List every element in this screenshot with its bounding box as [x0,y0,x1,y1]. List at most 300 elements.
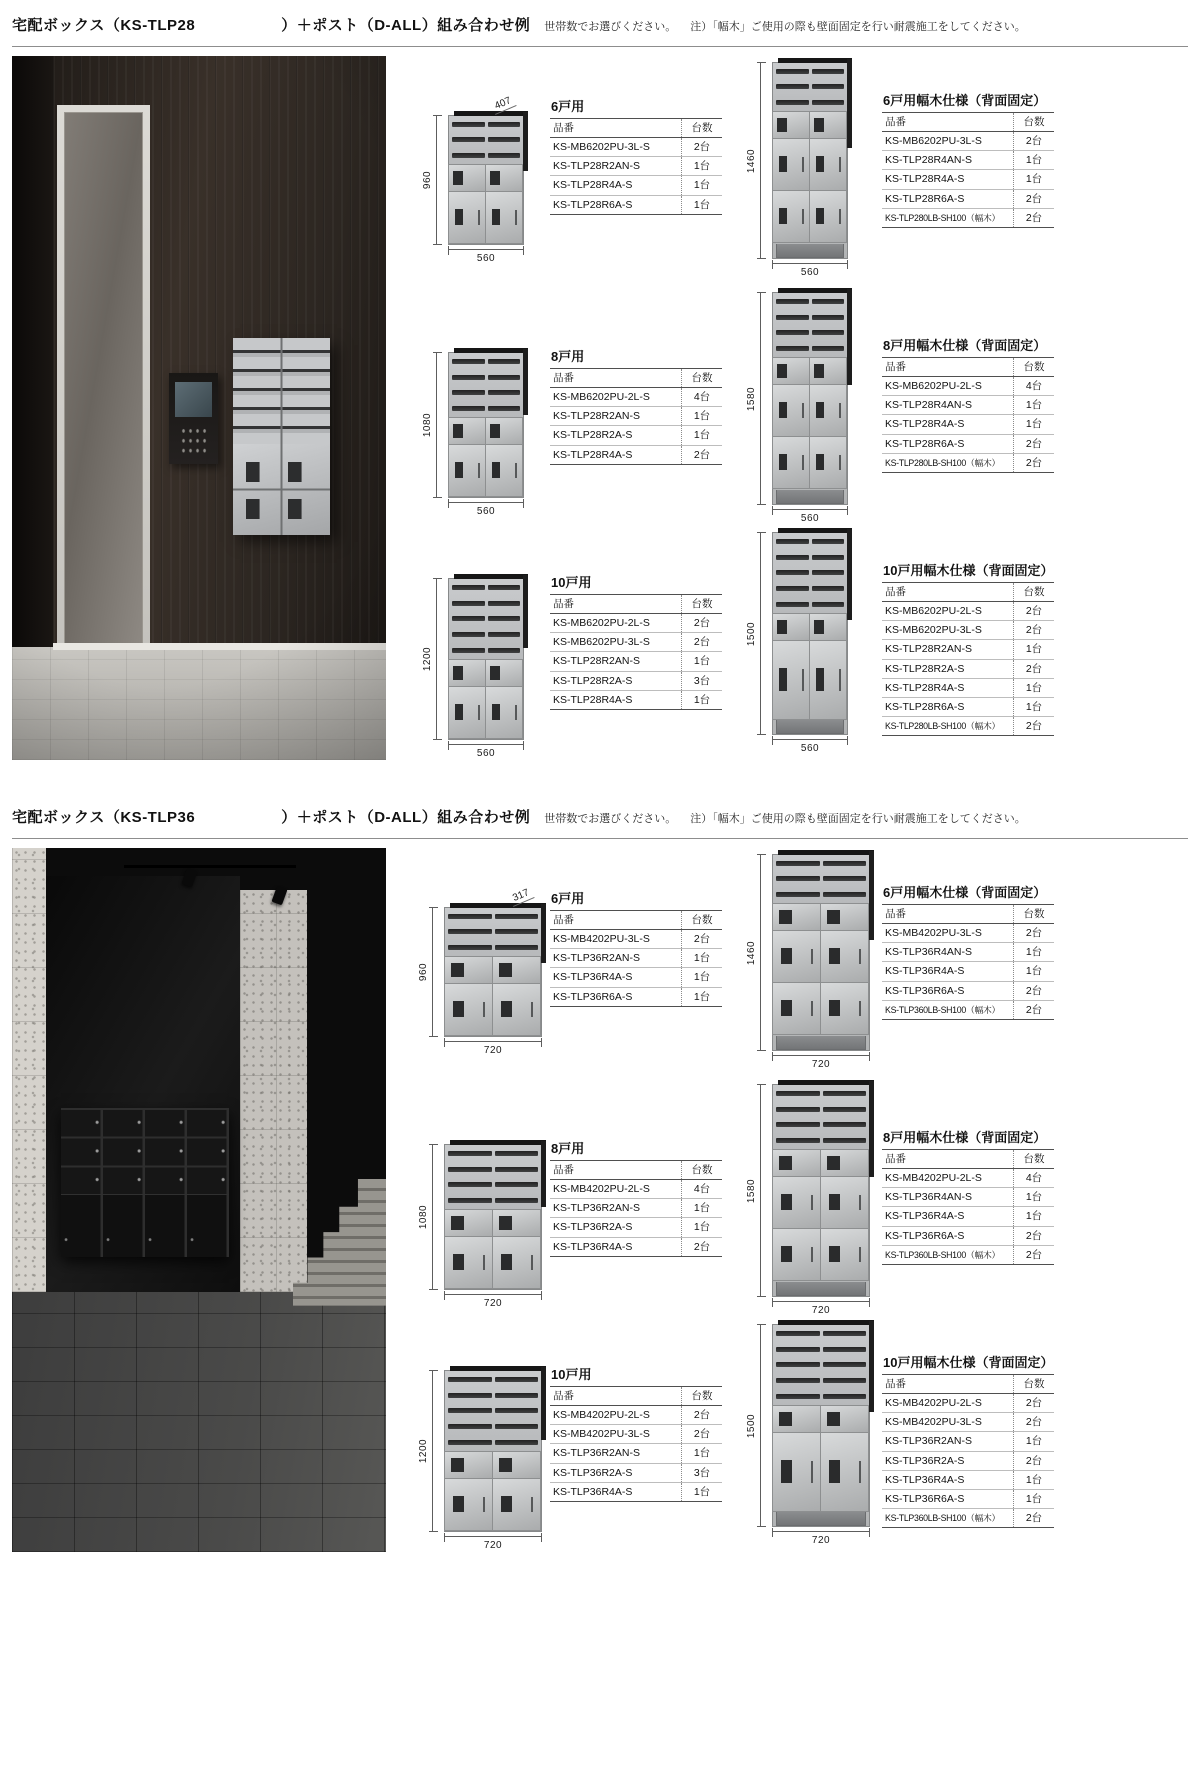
box-door [809,357,847,385]
part-number: KS-TLP360LB-SH100（幅木） [882,1508,1014,1527]
post-slot-icon [452,648,485,653]
door-handle-icon [859,1001,861,1015]
box-door [772,1176,821,1229]
door-handle-icon [802,157,804,171]
box-door [772,111,810,139]
table-body [550,388,722,465]
door-window [499,963,512,977]
part-number: KS-TLP36R2A-S [550,1218,682,1237]
door-window [501,1001,512,1016]
post-slot-row [448,1440,538,1445]
post-slot-icon [452,585,485,590]
config-block [744,60,1054,283]
box-door [772,138,810,191]
post-slot-icon [495,1440,539,1445]
post-slot-icon [495,1393,539,1398]
quantity: 1台 [1014,943,1055,962]
table-head [882,1150,1054,1169]
door-window [781,1460,792,1483]
door-window [453,666,463,680]
column-header-qty: 台数 [1014,905,1055,924]
part-number: KS-TLP28R4A-S [550,445,682,464]
door-window [827,910,840,924]
part-number: KS-MB6202PU-2L-S [882,377,1014,396]
dimension-width-label: 720 [811,1535,831,1546]
post-slot-row [776,1122,866,1127]
door-handle-icon [839,455,841,469]
post-slot-icon [823,892,867,897]
part-number: KS-MB6202PU-3L-S [882,132,1014,151]
table-row [882,943,1054,962]
table-header-row [550,1161,722,1180]
section-note: 注）「幅木」ご使用の際も壁面固定を行い耐震施工をしてください。 [690,21,1026,33]
config-info [550,1138,722,1257]
table-row [882,621,1054,640]
door-window [777,364,787,378]
box-door [772,357,810,385]
column-header-qty: 台数 [1014,1150,1055,1169]
table-row [882,1413,1054,1432]
quantity: 2台 [682,1425,723,1444]
post-slot-icon [812,299,845,304]
table-body [550,1406,722,1502]
box-door [820,930,869,983]
part-number: KS-TLP28R4A-S [550,690,682,709]
post-slot-icon [452,616,485,621]
box-door [820,1176,869,1229]
post-slot-icon [488,406,521,411]
parts-table [550,910,722,1007]
dimension-height [746,1084,761,1297]
box-door [820,1149,869,1177]
part-number: KS-TLP280LB-SH100（幅木） [882,716,1014,735]
part-number: KS-TLP28R4A-S [882,170,1014,189]
part-number: KS-MB6202PU-2L-S [550,614,682,633]
quantity: 1台 [1014,1489,1055,1508]
table-body [550,930,722,1007]
cabinet [772,532,848,735]
table-header-row [882,113,1054,132]
table-row [550,195,722,214]
door-handle-icon [802,455,804,469]
part-number: KS-TLP36R6A-S [550,987,682,1006]
config-label: 6戸用幅木仕様（背面固定） [883,93,1047,108]
table-row [550,949,722,968]
table-row [550,652,722,671]
table-row [882,208,1054,227]
parts-table [882,112,1054,228]
table-row [882,962,1054,981]
post-slot-row [776,861,866,866]
delivery-boxes [773,358,847,490]
door-window [781,1246,792,1261]
cabinet [448,115,524,245]
post-slot-row [448,1424,538,1429]
cabinet-side-shadow [523,112,528,171]
box-door [809,111,847,139]
table-row [882,396,1054,415]
dimension-height-label: 1200 [418,1438,429,1464]
post-slot-icon [776,1107,820,1112]
door-handle-icon [478,210,480,224]
post-slot-icon [776,861,820,866]
post-slot-row [452,122,520,127]
post-slot-icon [452,122,485,127]
cabinet-side-shadow [541,904,546,963]
door-window [829,1246,840,1261]
post-slot-row [776,539,844,544]
table-row [882,434,1054,453]
column-header-part: 品番 [882,1375,1014,1394]
box-row [773,614,847,641]
post-slot-icon [823,1138,867,1143]
box-row [773,1150,869,1177]
dimension-width-label: 720 [483,1298,503,1309]
door-window [455,209,464,224]
title-product: 宅配ボックス（KS-TLP28 [12,17,196,34]
table-row [550,157,722,176]
post-slot-icon [776,330,809,335]
post-slot-icon [448,1408,492,1413]
column-header-part: 品番 [550,369,682,388]
box-door [820,1405,869,1433]
table-row [550,633,722,652]
table-row [550,614,722,633]
box-door [444,1478,493,1531]
box-door [809,613,847,641]
post-slot-icon [448,1151,492,1156]
table-body [882,924,1054,1020]
table-row [882,981,1054,1000]
post-slot-icon [812,570,845,575]
post-slot-icon [452,375,485,380]
part-number: KS-TLP36R2A-S [550,1463,682,1482]
box-door [485,164,523,192]
table-header-row [550,595,722,614]
door-window [451,1216,464,1230]
table-row [550,388,722,407]
post-slot-icon [812,84,845,89]
cabinet-diagram [420,346,548,522]
column-header-qty: 台数 [682,595,723,614]
table-head [550,1161,722,1180]
quantity: 2台 [1014,132,1055,151]
table-row [882,377,1054,396]
dimension-width [444,1536,542,1551]
cabinet [448,578,524,740]
table-row [882,697,1054,716]
door-handle-icon [531,1497,533,1511]
column-header-part: 品番 [882,1150,1014,1169]
table-row [882,151,1054,170]
config-info [882,1082,1054,1265]
baseboard-skirt [776,490,844,504]
dimension-height [422,352,437,498]
column-header-part: 品番 [882,113,1014,132]
config-block [420,888,722,1061]
table-head [550,369,722,388]
quantity: 3台 [682,671,723,690]
post-slot-icon [776,1331,820,1336]
post-slot-row [452,616,520,621]
part-number: KS-TLP28R6A-S [882,434,1014,453]
table-head [882,113,1054,132]
mail-post-slots [445,1371,541,1452]
door-window [779,1156,792,1170]
column-header-part: 品番 [882,583,1014,602]
cabinet [772,292,848,505]
table-row [882,1451,1054,1470]
door-handle-icon [515,463,517,477]
cabinet-side-shadow [541,1141,546,1207]
door-handle-icon [859,1195,861,1209]
table-body [882,132,1054,228]
part-number: KS-TLP280LB-SH100（幅木） [882,453,1014,472]
table-row [550,1444,722,1463]
door-handle-icon [811,1247,813,1261]
quantity: 1台 [682,690,723,709]
box-door [485,191,523,244]
post-slot-row [448,1167,538,1172]
quantity: 2台 [682,138,723,157]
box-row [773,385,847,437]
dimension-height [746,292,761,505]
column-header-part: 品番 [550,911,682,930]
post-slot-icon [823,1331,867,1336]
door-handle-icon [802,209,804,223]
config-label: 8戸用 [551,1141,585,1156]
cabinet-side-shadow [847,59,852,148]
parts-table [550,1160,722,1257]
door-window [829,1000,840,1015]
part-number: KS-TLP36R6A-S [882,981,1014,1000]
table-body [550,138,722,215]
dimension-width [772,1531,870,1546]
part-number: KS-MB6202PU-2L-S [550,388,682,407]
parts-table [882,1149,1054,1265]
table-head [550,119,722,138]
post-slot-icon [776,69,809,74]
post-slot-icon [452,137,485,142]
box-door [444,1451,493,1479]
post-slot-icon [448,1424,492,1429]
door-window [779,1412,792,1426]
table-row [882,1489,1054,1508]
post-slot-icon [823,1091,867,1096]
dimension-height [746,854,761,1051]
cabinet [444,1370,542,1532]
quantity: 1台 [682,1482,723,1501]
config-block [420,1364,722,1556]
box-row [773,358,847,385]
mail-post-slots [773,1325,869,1406]
quantity: 1台 [682,987,723,1006]
quantity: 1台 [1014,396,1055,415]
post-slot-row [776,1331,866,1336]
box-door [444,983,493,1036]
quantity: 2台 [1014,716,1055,735]
table-body [882,602,1054,736]
door-window [455,704,464,719]
config-info [882,60,1054,228]
config-block [420,346,722,522]
mail-post-slots [445,1145,541,1210]
cabinet [772,1084,870,1297]
table-row [882,716,1054,735]
delivery-boxes [773,614,847,720]
parts-table [882,357,1054,473]
post-slot-row [452,648,520,653]
quantity: 4台 [1014,377,1055,396]
box-door [485,659,523,687]
box-door [809,436,847,489]
box-door [820,1228,869,1281]
post-slot-row [776,1378,866,1383]
part-number: KS-TLP36R4A-S [550,1237,682,1256]
post-slot-icon [488,648,521,653]
post-slot-icon [448,1167,492,1172]
part-number: KS-TLP36R2AN-S [882,1432,1014,1451]
dimension-width-label: 560 [800,743,820,754]
part-number: KS-MB4202PU-3L-S [550,1425,682,1444]
door-handle-icon [811,1461,813,1483]
door-window [779,402,788,417]
dimension-height [422,115,437,245]
door-window [453,171,463,185]
door-handle-icon [478,463,480,477]
dimension-height-label: 960 [422,170,433,190]
door-window [829,1460,840,1483]
door-window [453,1001,464,1016]
post-slot-icon [495,1198,539,1203]
table-row [550,138,722,157]
table-head [882,358,1054,377]
part-number: KS-MB4202PU-3L-S [882,1413,1014,1432]
post-slot-row [776,586,844,591]
column-header-qty: 台数 [1014,583,1055,602]
quantity: 2台 [1014,1413,1055,1432]
baseboard-skirt [776,1512,866,1526]
table-header-row [882,358,1054,377]
config-info [882,852,1054,1020]
post-slot-row [776,570,844,575]
quantity: 1台 [1014,1207,1055,1226]
post-slot-row [776,299,844,304]
table-row [550,968,722,987]
cabinet-side-shadow [523,349,528,415]
delivery-boxes [773,1406,869,1512]
door-window [453,424,463,438]
box-door [772,903,821,931]
part-number: KS-TLP36R6A-S [882,1226,1014,1245]
table-row [882,453,1054,472]
box-door [448,686,486,739]
box-door [485,417,523,445]
box-door [448,164,486,192]
quantity: 2台 [1014,1451,1055,1470]
post-slot-icon [495,1424,539,1429]
door-window [781,1194,792,1209]
post-slot-row [776,1138,866,1143]
config-area [0,792,1200,1580]
part-number: KS-TLP280LB-SH100（幅木） [882,208,1014,227]
box-door [448,191,486,244]
box-row [449,418,523,445]
post-slot-icon [776,1394,820,1399]
parts-table [882,582,1054,736]
post-slot-icon [776,555,809,560]
table-header-row [550,1387,722,1406]
post-slot-icon [776,346,809,351]
section-tlp28 [0,0,1200,788]
dimension-height-label: 1080 [422,412,433,438]
box-door [772,1228,821,1281]
door-handle-icon [515,210,517,224]
box-door [772,930,821,983]
door-handle-icon [839,403,841,417]
door-window [455,462,464,477]
door-window [453,1496,464,1511]
post-slot-row [776,346,844,351]
part-number: KS-TLP28R4A-S [882,678,1014,697]
quantity: 1台 [1014,640,1055,659]
quantity: 4台 [1014,1169,1055,1188]
part-number: KS-TLP28R2AN-S [550,407,682,426]
door-window [499,1216,512,1230]
door-handle-icon [859,1461,861,1483]
table-row [882,170,1054,189]
table-body [882,1169,1054,1265]
part-number: KS-MB4202PU-3L-S [882,924,1014,943]
box-door [485,686,523,739]
box-door [772,982,821,1035]
part-number: KS-TLP36R2AN-S [550,1444,682,1463]
table-row [550,1199,722,1218]
table-row [882,1394,1054,1413]
dimension-height-label: 960 [418,962,429,982]
door-handle-icon [483,1255,485,1269]
post-slot-icon [448,945,492,950]
door-handle-icon [811,1001,813,1015]
quantity: 2台 [1014,453,1055,472]
quantity: 1台 [1014,170,1055,189]
baseboard-skirt [776,1282,866,1296]
door-handle-icon [859,1247,861,1261]
parts-table [550,368,722,465]
post-slot-icon [488,601,521,606]
post-slot-icon [452,153,485,158]
dimension-width-label: 720 [811,1059,831,1070]
post-slot-icon [495,1151,539,1156]
dimension-width-label: 560 [476,506,496,517]
part-number: KS-TLP36R4AN-S [882,943,1014,962]
quantity: 1台 [1014,1188,1055,1207]
dimension-height-label: 1500 [746,1413,757,1438]
title-product: 宅配ボックス（KS-TLP36 [12,809,196,826]
door-window [492,209,501,224]
post-slot-row [776,1394,866,1399]
cabinet-diagram [744,290,880,529]
config-block [744,1082,1054,1321]
door-handle-icon [531,1002,533,1016]
door-window [501,1496,512,1511]
quantity: 2台 [1014,621,1055,640]
config-block [420,572,722,764]
dimension-height-label: 1500 [746,621,757,646]
table-body [550,1180,722,1257]
box-door [820,1432,869,1512]
door-handle-icon [811,1195,813,1209]
